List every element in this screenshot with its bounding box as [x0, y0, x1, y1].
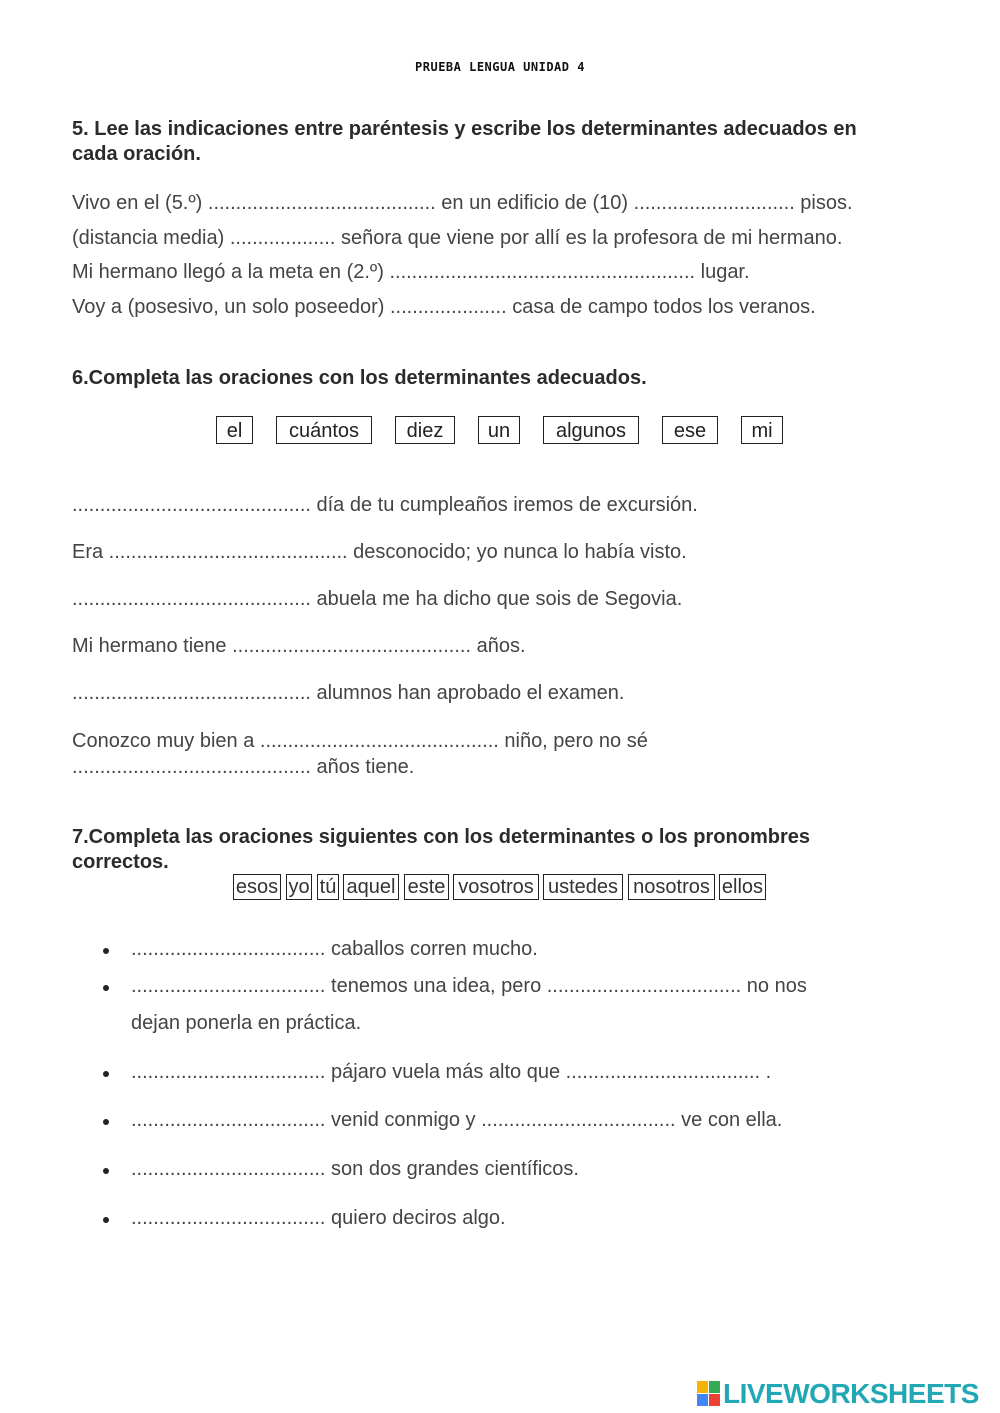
section7-item-5: ................................... son dos grandes científicos. [131, 1158, 579, 1180]
liveworksheets-logo-icon [697, 1381, 721, 1407]
word-bank-chip: ese [662, 416, 718, 444]
bullet-icon [103, 1119, 109, 1125]
section5-heading [72, 117, 857, 167]
bullet-icon [103, 1071, 109, 1077]
section6-sentence-5: ........................................... alumnos han aprobado el examen. [72, 682, 625, 704]
pronoun-bank-chip: ellos [719, 874, 766, 900]
section5-sentence-4: Voy a (posesivo, un solo poseedor) ..................... casa de campo todos los veranos. [72, 296, 816, 318]
section5-sentence-3: Mi hermano llegó a la meta en (2.º) ....................................................... lugar. [72, 261, 750, 283]
bullet-icon [103, 948, 109, 954]
section6-sentence-3: ........................................... abuela me ha dicho que sois de Segovia. [72, 588, 683, 610]
section5-sentence-1: Vivo en el (5.º) ......................................... en un edificio de (10) ............................. pisos. [72, 192, 853, 214]
word-bank-chip: diez [395, 416, 455, 444]
section6-sentence-1: ........................................... día de tu cumpleaños iremos de excursión. [72, 494, 698, 516]
section7-item-3: ................................... pájaro vuela más alto que ................................... . [131, 1061, 772, 1083]
word-bank-chip: cuántos [276, 416, 372, 444]
section5-sentence-2: (distancia media) ................... señora que viene por allí es la profesora de mi hermano. [72, 227, 843, 249]
pronoun-bank-chip: este [404, 874, 449, 900]
bullet-icon [103, 985, 109, 991]
word-bank-chip: algunos [543, 416, 639, 444]
document-title: PRUEBA LENGUA UNIDAD 4 [415, 60, 585, 74]
pronoun-bank-chip: yo [286, 874, 312, 900]
bullet-icon [103, 1217, 109, 1223]
section7-item-2-continued: dejan ponerla en práctica. [131, 1012, 362, 1034]
section7-heading [72, 825, 810, 875]
section7-item-1: ................................... caballos corren mucho. [131, 938, 538, 960]
section7-heading-line1: 7.Completa las oraciones siguientes con los determinantes o los pronombres [72, 826, 810, 848]
section6-sentence-6-continued: ........................................... años tiene. [72, 756, 415, 778]
section6-heading: 6.Completa las oraciones con los determinantes adecuados. [72, 367, 647, 389]
section6-sentence-4: Mi hermano tiene ........................................... años. [72, 635, 526, 657]
bullet-icon [103, 1168, 109, 1174]
word-bank-chip: un [478, 416, 520, 444]
pronoun-bank-chip: aquel [343, 874, 399, 900]
pronoun-bank-chip: ustedes [543, 874, 623, 900]
pronoun-bank-chip: esos [233, 874, 281, 900]
section5-heading-line2: cada oración. [72, 143, 201, 165]
brand-name: LIVEWORKSHEETS [723, 1378, 979, 1409]
section6-sentence-2: Era ........................................... desconocido; yo nunca lo había visto. [72, 541, 687, 563]
section7-item-2: ................................... tenemos una idea, pero ................................... no nos [131, 975, 807, 997]
word-bank-chip: mi [741, 416, 783, 444]
word-bank-chip: el [216, 416, 253, 444]
pronoun-bank-chip: vosotros [453, 874, 539, 900]
section7-item-4: ................................... venid conmigo y ................................... ve con ella. [131, 1109, 783, 1131]
section5-heading-line1: 5. Lee las indicaciones entre paréntesis y escribe los determinantes adecuados en [72, 118, 857, 140]
section6-sentence-6: Conozco muy bien a ........................................... niño, pero no sé [72, 730, 648, 752]
pronoun-bank-chip: nosotros [628, 874, 715, 900]
pronoun-bank-chip: tú [317, 874, 339, 900]
section7-item-6: ................................... quiero deciros algo. [131, 1207, 506, 1229]
section7-heading-line2: correctos. [72, 851, 169, 873]
